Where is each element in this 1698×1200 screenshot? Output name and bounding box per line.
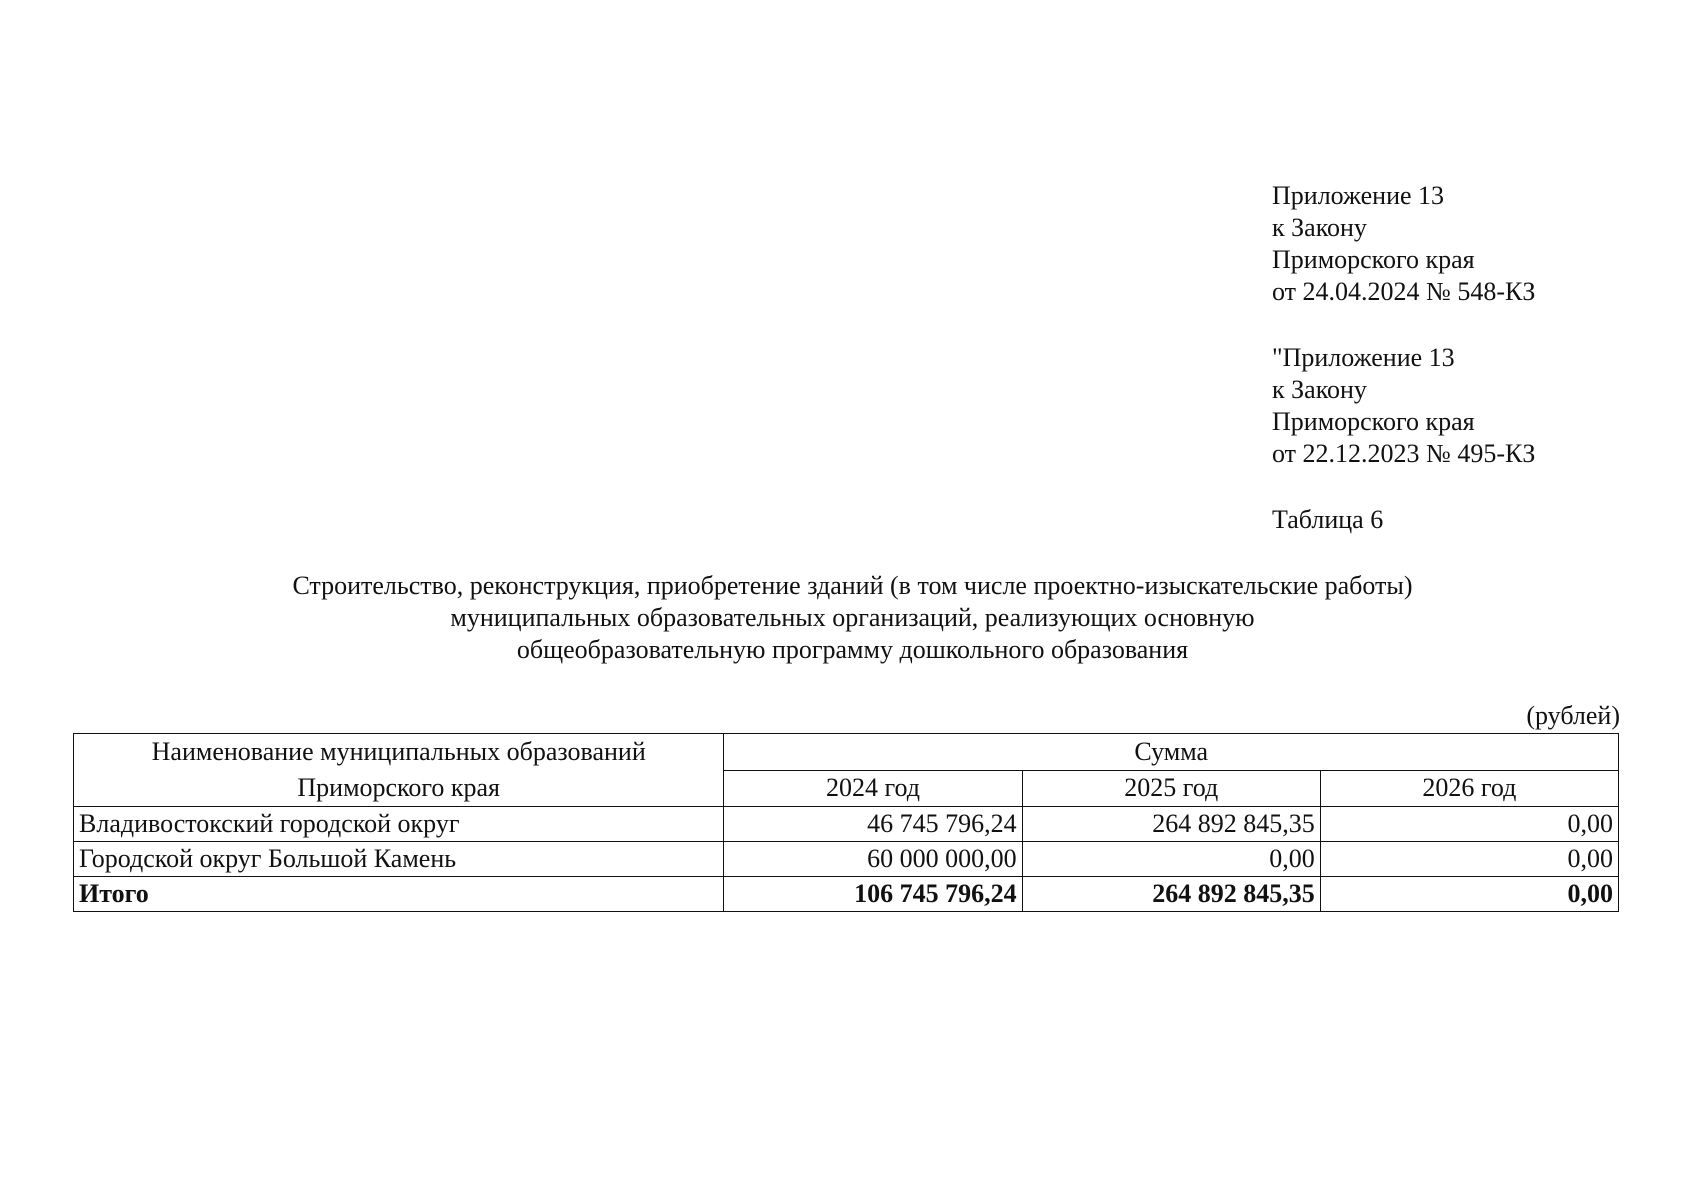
- header-sum: Сумма: [724, 734, 1619, 771]
- total-2024: 106 745 796,24: [724, 877, 1022, 912]
- title-line: муниципальных образовательных организаций, реализующих основную: [450, 603, 1255, 632]
- appendix-line: от 22.12.2023 № 495-КЗ: [1272, 439, 1536, 468]
- table-row: [74, 842, 1619, 877]
- municipality-name: Городской округ Большой Камень: [74, 842, 724, 877]
- header-year-2024: 2024 год: [724, 770, 1022, 807]
- table-row: [74, 807, 1619, 842]
- table-total-row: [74, 877, 1619, 912]
- document-title: [70, 570, 1635, 666]
- appendix-line: к Закону: [1272, 213, 1367, 242]
- title-line: Строительство, реконструкция, приобретение зданий (в том числе проектно-изыскательские работы): [292, 571, 1413, 600]
- amount-2026: 0,00: [1320, 842, 1618, 877]
- header-year-2025: 2025 год: [1022, 770, 1320, 807]
- header-name-line: Приморского края: [297, 773, 501, 802]
- appendix-original-reference: [1272, 342, 1535, 470]
- amount-2024: 46 745 796,24: [724, 807, 1022, 842]
- appendix-line: "Приложение 13: [1272, 343, 1455, 372]
- appendix-current-reference: [1272, 180, 1535, 308]
- units-label: (рублей): [1526, 701, 1620, 730]
- title-line: общеобразовательную программу дошкольного образования: [516, 635, 1189, 664]
- funding-table: [73, 733, 1619, 912]
- total-2026: 0,00: [1320, 877, 1618, 912]
- amount-2026: 0,00: [1320, 807, 1618, 842]
- header-year-2026: 2026 год: [1320, 770, 1618, 807]
- appendix-line: от 24.04.2024 № 548-КЗ: [1272, 277, 1536, 306]
- appendix-line: к Закону: [1272, 375, 1367, 404]
- amount-2025: 264 892 845,35: [1022, 807, 1320, 842]
- header-municipality-name: [74, 734, 724, 807]
- total-2025: 264 892 845,35: [1022, 877, 1320, 912]
- appendix-line: Приложение 13: [1272, 181, 1445, 210]
- amount-2024: 60 000 000,00: [724, 842, 1022, 877]
- appendix-line: Приморского края: [1272, 245, 1475, 274]
- table-header-row: [74, 734, 1619, 771]
- municipality-name: Владивостокский городской округ: [74, 807, 724, 842]
- table-number: Таблица 6: [1272, 505, 1384, 534]
- amount-2025: 0,00: [1022, 842, 1320, 877]
- appendix-line: Приморского края: [1272, 407, 1475, 436]
- header-name-line: Наименование муниципальных образований: [151, 737, 646, 766]
- total-label: Итого: [74, 877, 724, 912]
